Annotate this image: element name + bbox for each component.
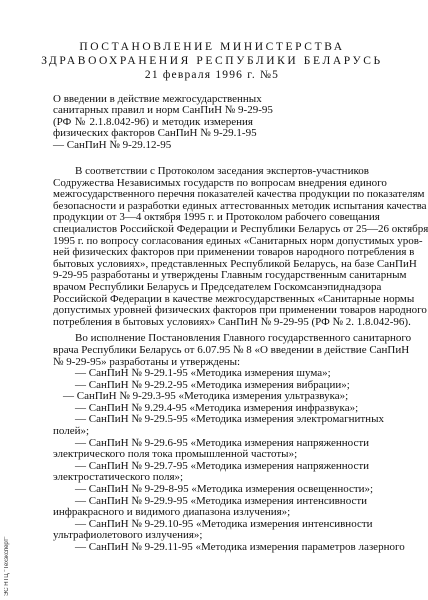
title-date: 21 февраля 1996 г. №5 xyxy=(144,69,280,81)
list-item: — СанПиН № 9-29.1-95 «Методика измерения шума»; xyxy=(75,367,331,380)
paragraph-line: безопасности и разработки единых аттестованных методик испытания качества xyxy=(53,199,427,212)
list-item: — СанПиН № 9-29-8-95 «Методика измерения освещенности»; xyxy=(75,483,374,496)
paragraph-line: межгосударственного перечня показателей качества продукции по показателям xyxy=(53,188,425,201)
list-item-continuation: полей»; xyxy=(53,425,90,438)
paragraph-line: В соответствии с Протоколом заседания экспертов-участников xyxy=(75,165,369,177)
list-item-continuation: электростатического поля»; xyxy=(53,471,184,484)
document-body xyxy=(53,165,428,554)
document-subject xyxy=(53,93,273,151)
title-line-2: ЗДРАВООХРАНЕНИЯ РЕСПУБЛИКИ БЕЛАРУСЬ xyxy=(41,55,383,67)
subject-line: О введении в действие межгосударственных xyxy=(53,93,262,105)
paragraph-line: Российской Федерации в качестве межгосударственных «Санитарные нормы xyxy=(53,292,415,305)
list-item: — СанПиН № 9-29.10-95 «Методика измерения интенсивности xyxy=(75,517,373,530)
source-watermark: ЭС НТЦ "Техэксперт" xyxy=(4,536,10,596)
paragraph-line: врача Республики Беларусь от 6.07.95 № 8 «О введении в действие СанПиН xyxy=(53,343,410,356)
paragraph-line: бытовых условиях», представленных Республикой Беларусь, на базе СанПиН xyxy=(53,257,417,270)
list-item: — СанПиН № 9-29.5-95 «Методика измерения электромагнитных xyxy=(75,413,384,426)
list-item-continuation: ультрафиолетового излучения»; xyxy=(53,529,203,542)
paragraph-line: № 9-29-95» разработаны и утверждены: xyxy=(53,355,241,368)
list-item: — СанПиН № 9-29.9-95 «Методика измерения интенсивности xyxy=(75,494,368,507)
paragraph-line: специалистов Российской Федерации и Республики Беларусь от 25—26 октября xyxy=(53,222,428,235)
paragraph-line: 1995 г. по вопросу согласования единых «Санитарных норм допустимых уров- xyxy=(53,234,423,247)
paragraph-line: Содружества Независимых государств по вопросам внедрения единого xyxy=(53,176,387,189)
list-item: — СанПиН № 9-29.11-95 «Методика измерения параметров лазерного xyxy=(75,541,405,553)
title-line-1: ПОСТАНОВЛЕНИЕ МИНИСТЕРСТВА xyxy=(79,41,345,53)
subject-line: санитарных правил и норм СанПиН № 9-29-95 xyxy=(53,104,273,117)
list-item-continuation: электрического поля тока промышленной частоты»; xyxy=(53,448,298,461)
subject-line: (РФ № 2.1.8.042-96) и методик измерения xyxy=(53,115,253,128)
paragraph-line: потребления в бытовых условиях» СанПиН № 9-29-95 (РФ № 2. 1.8.042-96). xyxy=(53,315,411,328)
paragraph-line: 9-29-95 разработаны и утверждены Главным государственным санитарным xyxy=(53,269,407,282)
paragraph-line: продукции от 3—4 октября 1995 г. и Протоколом рабочего совещания xyxy=(53,211,380,224)
list-item: — СанПиН № 9-29.3-95 «Методика измерения ультразвука»; xyxy=(63,390,349,403)
subject-line: физических факторов СанПиН № 9-29.1-95 xyxy=(53,127,257,140)
paragraph-line: Во исполнение Постановления Главного государственного санитарного xyxy=(75,332,412,345)
list-item: — СанПиН № 9-29.6-95 «Методика измерения напряженности xyxy=(75,436,370,449)
list-item: — СанПиН № 9.29.4-95 «Методика измерения инфразвука»; xyxy=(75,401,359,414)
paragraph-line: ней физических факторов при применении товаров народного потребления в xyxy=(53,246,415,259)
list-item: — СанПиН № 9-29.2-95 «Методика измерения вибрации»; xyxy=(75,378,350,391)
list-item-continuation: инфракрасного и видимого диапазона излучения»; xyxy=(53,506,291,519)
list-item: — СанПиН № 9-29.7-95 «Методика измерения напряженности xyxy=(75,459,370,472)
subject-line: — СанПиН № 9-29.12-95 xyxy=(53,138,172,151)
paragraph-line: допустимых уровней физических факторов при применении товаров народного xyxy=(53,304,427,317)
paragraph-line: врачом Республики Беларусь и Председателем Госкомсанэпиднадзора xyxy=(53,280,382,293)
